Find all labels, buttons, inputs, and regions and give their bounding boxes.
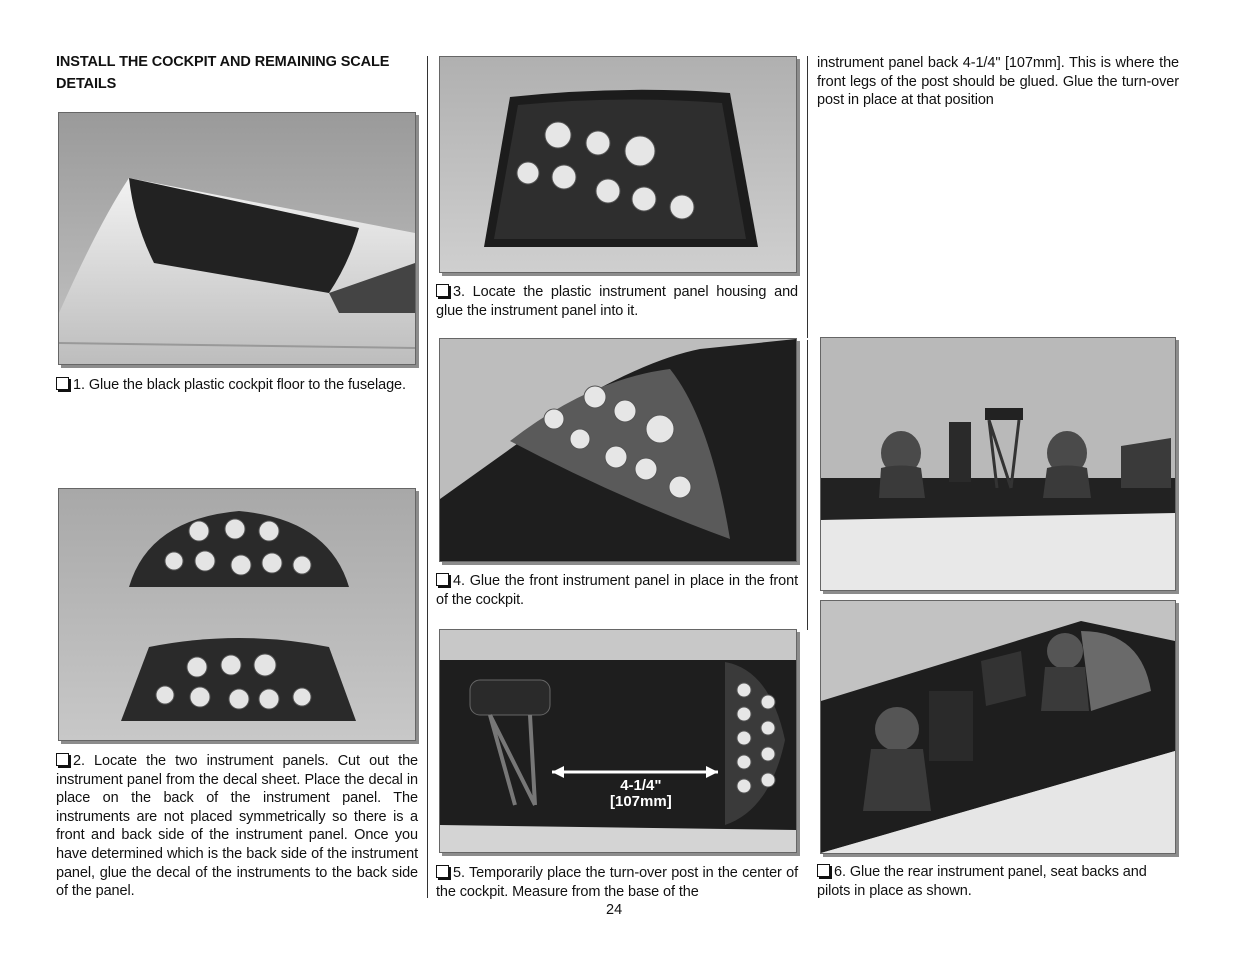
step-3-label: 3. Locate the plastic instrument panel housing and glue the instrument panel into it. bbox=[436, 284, 798, 319]
measurement-label bbox=[610, 778, 672, 810]
checkbox-icon[interactable] bbox=[436, 573, 449, 586]
step-5-label: 5. Temporarily place the turn-over post in the center of the cockpit. Measure from the base of the bbox=[436, 865, 798, 900]
step-5-continued: instrument panel back 4-1/4" [107mm]. This is where the front legs of the post should be glued. Glue the turn-over post in place at that position bbox=[817, 55, 1179, 109]
page-number: 24 bbox=[606, 902, 623, 918]
photo-instrument-panels bbox=[58, 488, 416, 741]
step-4-text bbox=[436, 572, 798, 609]
step-3-text bbox=[436, 283, 798, 320]
checkbox-icon[interactable] bbox=[817, 864, 830, 877]
photo-cockpit-side bbox=[820, 337, 1176, 591]
step-1-label: 1. Glue the black plastic cockpit floor to the fuselage. bbox=[73, 377, 406, 393]
column-divider-3 bbox=[807, 340, 808, 630]
photo-panel-housing bbox=[439, 56, 797, 273]
section-heading: INSTALL THE COCKPIT AND REMAINING SCALE DETAILS bbox=[56, 54, 390, 92]
column-divider-2 bbox=[807, 56, 808, 338]
step-5-text bbox=[436, 864, 798, 901]
photo-cockpit-floor bbox=[58, 112, 416, 365]
checkbox-icon[interactable] bbox=[56, 377, 69, 390]
checkbox-icon[interactable] bbox=[56, 753, 69, 766]
measurement-imperial: 4-1/4" bbox=[620, 777, 662, 794]
column-divider-1 bbox=[427, 56, 428, 898]
step-6-text bbox=[817, 863, 1179, 900]
checkbox-icon[interactable] bbox=[436, 284, 449, 297]
step-6-label: 6. Glue the rear instrument panel, seat backs and pilots in place as shown. bbox=[817, 864, 1147, 899]
step-2-label: 2. Locate the two instrument panels. Cut out the instrument panel from the decal sheet. Place the decal in place on the back of the instrument panel. The instruments are not placed symmetrically so there is a front and back side of the instrument panel. Once you have determined which is the back side of the instrument panel, glue the decal of the instruments to the back side of the panel. bbox=[56, 753, 418, 900]
step-1-text bbox=[56, 376, 418, 395]
photo-front-panel-installed bbox=[439, 338, 797, 562]
photo-turnover-post bbox=[439, 629, 797, 853]
step-2-text bbox=[56, 752, 418, 901]
step-4-label: 4. Glue the front instrument panel in place in the front of the cockpit. bbox=[436, 573, 798, 608]
checkbox-icon[interactable] bbox=[436, 865, 449, 878]
photo-cockpit-complete bbox=[820, 600, 1176, 854]
measurement-metric: [107mm] bbox=[610, 793, 672, 810]
